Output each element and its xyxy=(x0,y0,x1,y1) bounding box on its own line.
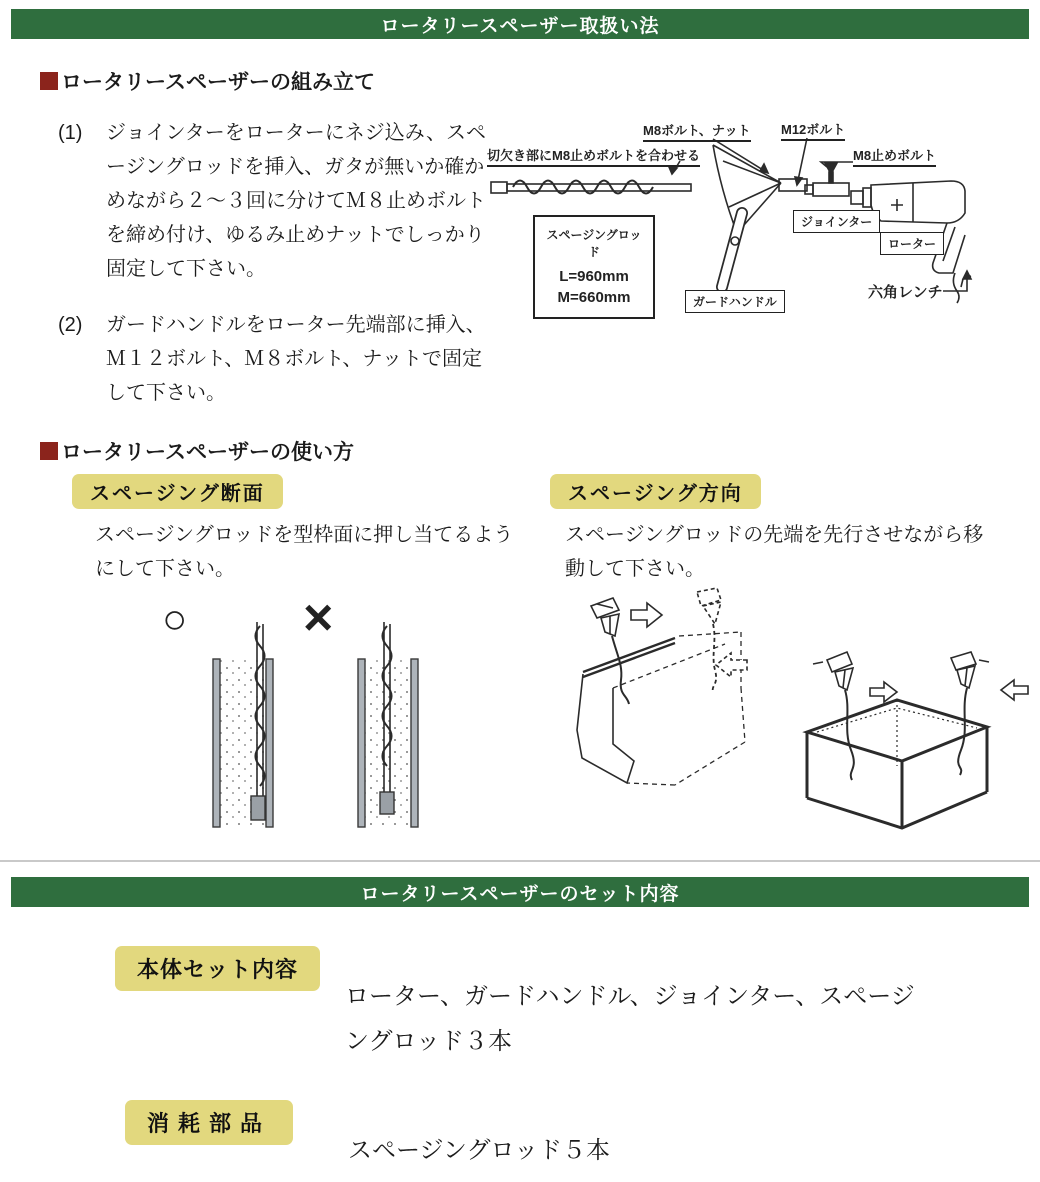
diagram-label-hex-wrench: 六角レンチ xyxy=(868,284,943,301)
spec-box-length-l: L=960mm xyxy=(559,268,629,285)
direction-text: スページングロッドの先端を先行させながら移動して下さい。 xyxy=(565,524,984,580)
assembly-step-1 xyxy=(58,116,498,286)
step-2-number: (2) xyxy=(58,314,83,336)
step-2-text: ガードハンドルをローター先端部に挿入、Ｍ１２ボルト、Ｍ８ボルト、ナットで固定して下さい。 xyxy=(106,314,486,404)
set-contents-badge: 本体セット内容 xyxy=(115,946,320,991)
section-divider xyxy=(0,860,1040,862)
set-contents-text: ローター、ガードハンドル、ジョインター、スページングロッド３本 xyxy=(345,983,915,1055)
red-square-bullet-icon xyxy=(40,442,58,460)
usage-heading xyxy=(40,436,354,466)
cross-section-badge: スページング断面 xyxy=(72,474,283,509)
assembly-diagram xyxy=(485,95,1040,315)
section-header-handling-label: ロータリースペーザー取扱い法 xyxy=(380,15,660,37)
section-header-set-contents xyxy=(11,877,1029,907)
assembly-heading xyxy=(40,66,375,96)
assembly-heading-label: ロータリースペーザーの組み立て xyxy=(61,71,375,94)
section-header-set-contents-label: ロータリースペーザーのセット内容 xyxy=(360,883,680,905)
assembly-step-2 xyxy=(58,308,498,410)
direction-badge: スページング方向 xyxy=(550,474,761,509)
diagram-label-m12-bolt: M12ボルト xyxy=(781,119,845,141)
direction-diagram xyxy=(555,580,1040,850)
diagram-label-guard-handle: ガードハンドル xyxy=(685,290,785,313)
direction-drawing xyxy=(555,580,1040,850)
diagram-label-jointer: ジョインター xyxy=(793,210,880,233)
consumables-badge: 消耗部品 xyxy=(125,1100,293,1145)
spec-box-title: スページングロッド xyxy=(546,228,642,259)
diagram-label-m8-bolt-nut: M8ボルト、ナット xyxy=(643,120,751,142)
wrong-mark: × xyxy=(303,589,334,647)
diagram-label-m8-set-bolt: M8止めボルト xyxy=(853,145,936,167)
step-1-text: ジョインターをローターにネジ込み、スページングロッドを挿入、ガタが無いか確かめながら２〜３回に分けてＭ８止めボルトを締め付け、ゆるみ止めナットでしっかり固定して下さい。 xyxy=(106,122,486,280)
step-1-number: (1) xyxy=(58,122,83,144)
diagram-label-rotor: ローター xyxy=(880,232,944,255)
cross-section-text: スページングロッドを型枠面に押し当てるようにして下さい。 xyxy=(95,524,514,580)
usage-heading-label: ロータリースペーザーの使い方 xyxy=(61,441,354,464)
spacing-rod-spec-box xyxy=(533,215,655,319)
cross-section-diagram xyxy=(140,589,470,844)
correct-mark: ○ xyxy=(162,595,188,642)
red-square-bullet-icon xyxy=(40,72,58,90)
spec-box-length-m: M=660mm xyxy=(557,289,631,306)
section-header-handling xyxy=(11,9,1029,39)
consumables-text: スページングロッド５本 xyxy=(348,1137,610,1164)
diagram-label-notch-note: 切欠き部にM8止めボルトを合わせる xyxy=(487,145,700,167)
